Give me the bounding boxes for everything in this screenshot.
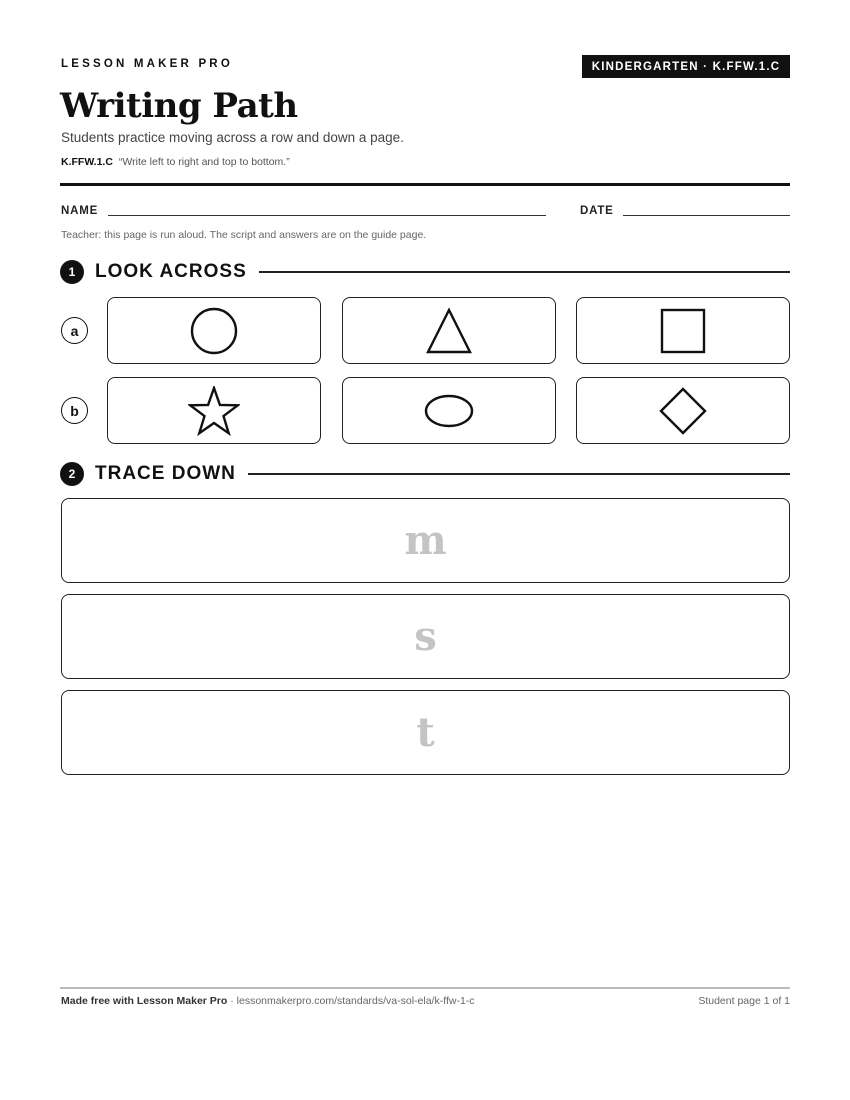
trace-letter: m: [404, 516, 447, 564]
section-title: TRACE DOWN: [95, 463, 236, 484]
trace-letter: t: [416, 708, 435, 756]
trace-row[interactable]: [61, 498, 790, 583]
header-divider: [60, 183, 790, 186]
oval-icon: [423, 393, 475, 429]
trace-letter: s: [414, 612, 437, 660]
teacher-note: Teacher: this page is run aloud. The script and answers are on the guide page.: [61, 229, 427, 241]
section-rule: [259, 271, 790, 273]
square-icon: [658, 306, 708, 356]
section-rule: [248, 473, 790, 475]
circle-icon: [189, 306, 239, 356]
shape-card[interactable]: [342, 377, 556, 444]
name-write-line[interactable]: [108, 215, 546, 216]
diamond-icon: [658, 386, 708, 436]
standard-text: “Write left to right and top to bottom.”: [118, 156, 290, 168]
shape-card[interactable]: [107, 297, 321, 364]
section-look-across: [60, 259, 790, 285]
page-indicator: Student page 1 of 1: [698, 995, 790, 1007]
shape-card[interactable]: [576, 377, 790, 444]
footer-divider: [60, 987, 790, 989]
footer-url[interactable]: · lessonmakerpro.com/standards/va-sol-ela/k-ffw-1-c: [227, 995, 475, 1007]
shape-card[interactable]: [576, 297, 790, 364]
section-number: 1: [60, 260, 84, 284]
standard-line: [61, 156, 290, 168]
section-title: LOOK ACROSS: [95, 261, 247, 282]
shape-card[interactable]: [342, 297, 556, 364]
section-trace-down: [60, 461, 790, 487]
brand-name: LESSON MAKER PRO: [61, 58, 233, 70]
shape-card[interactable]: [107, 377, 321, 444]
star-icon: [188, 386, 240, 436]
row-marker-a: a: [61, 317, 88, 344]
date-write-line[interactable]: [623, 215, 790, 216]
name-label: NAME: [61, 205, 99, 217]
row-marker-b: b: [61, 397, 88, 424]
footer-credit: [61, 995, 475, 1007]
page-title: Writing Path: [60, 86, 298, 126]
grade-badge: KINDERGARTEN · K.FFW.1.C: [582, 55, 790, 78]
date-label: DATE: [580, 205, 614, 217]
footer-brand: Made free with Lesson Maker Pro: [61, 995, 228, 1007]
standard-code: K.FFW.1.C: [61, 156, 113, 168]
trace-row[interactable]: [61, 594, 790, 679]
triangle-icon: [424, 306, 474, 356]
section-number: 2: [60, 462, 84, 486]
page-subtitle: Students practice moving across a row and down a page.: [61, 130, 404, 145]
trace-row[interactable]: [61, 690, 790, 775]
